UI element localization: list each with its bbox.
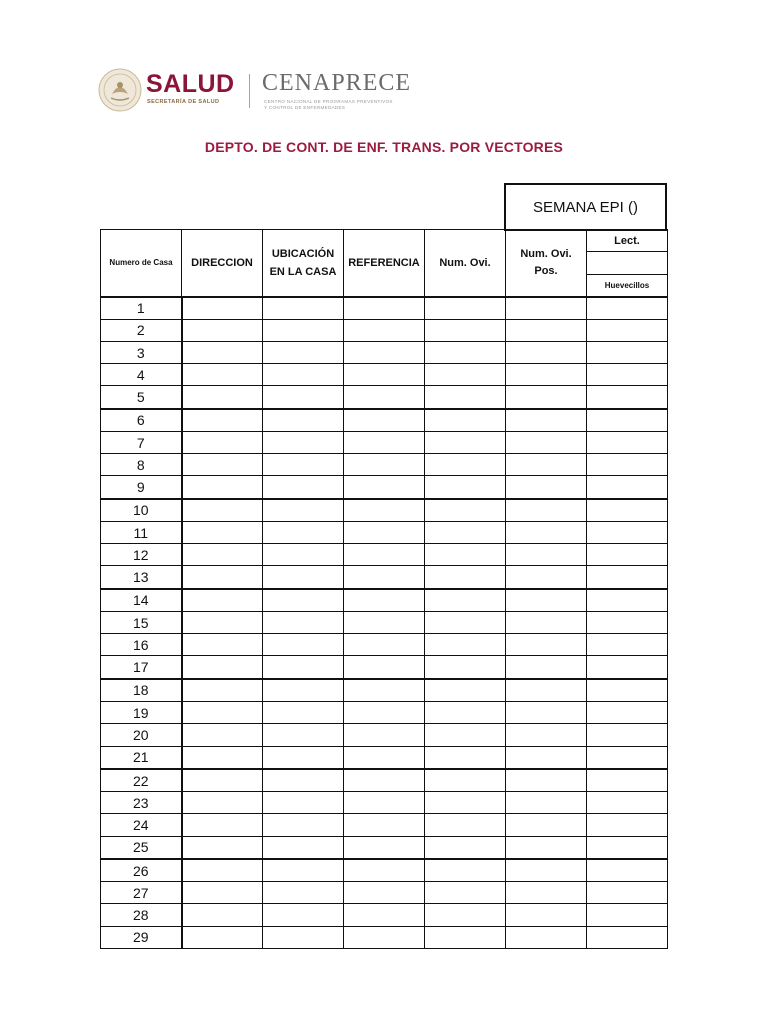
- table-row: [101, 544, 668, 566]
- huevecillos-cell[interactable]: [587, 364, 668, 386]
- table-row: [101, 656, 668, 679]
- num-ovi-pos-cell[interactable]: [506, 792, 587, 814]
- ubicacion-cell[interactable]: [263, 454, 344, 476]
- num-ovi-pos-cell[interactable]: [506, 454, 587, 476]
- table-row: [101, 746, 668, 769]
- table-row: [101, 814, 668, 836]
- table-row: [101, 612, 668, 634]
- table-row: [101, 386, 668, 409]
- huevecillos-cell[interactable]: [587, 409, 668, 432]
- num-ovi-cell[interactable]: [425, 634, 506, 656]
- num-ovi-pos-cell[interactable]: [506, 612, 587, 634]
- row-number: 24: [101, 814, 182, 836]
- row-number: 21: [101, 746, 182, 769]
- referencia-cell[interactable]: [344, 612, 425, 634]
- huevecillos-cell[interactable]: [587, 544, 668, 566]
- referencia-cell[interactable]: [344, 566, 425, 589]
- num-ovi-pos-cell[interactable]: [506, 859, 587, 882]
- huevecillos-cell[interactable]: [587, 297, 668, 320]
- row-number: 26: [101, 859, 182, 882]
- num-ovi-pos-cell[interactable]: [506, 679, 587, 702]
- huevecillos-cell[interactable]: [587, 319, 668, 341]
- row-number: 15: [101, 612, 182, 634]
- table-row: [101, 342, 668, 364]
- direccion-cell[interactable]: [182, 904, 263, 926]
- num-ovi-cell[interactable]: [425, 432, 506, 454]
- num-ovi-pos-cell[interactable]: [506, 724, 587, 746]
- num-ovi-cell[interactable]: [425, 746, 506, 769]
- ubicacion-cell[interactable]: [263, 364, 344, 386]
- huevecillos-cell[interactable]: [587, 454, 668, 476]
- table-row: [101, 702, 668, 724]
- table-row: [101, 297, 668, 320]
- header-numero-casa: Numero de Casa: [101, 230, 182, 297]
- num-ovi-cell[interactable]: [425, 656, 506, 679]
- row-number: 16: [101, 634, 182, 656]
- mexico-seal-icon: [98, 68, 142, 112]
- referencia-cell[interactable]: [344, 904, 425, 926]
- row-number: 3: [101, 342, 182, 364]
- ubicacion-cell[interactable]: [263, 612, 344, 634]
- huevecillos-cell[interactable]: [587, 702, 668, 724]
- table-row: [101, 319, 668, 341]
- row-number: 28: [101, 904, 182, 926]
- referencia-cell[interactable]: [344, 702, 425, 724]
- huevecillos-cell[interactable]: [587, 882, 668, 904]
- direccion-cell[interactable]: [182, 702, 263, 724]
- direccion-cell[interactable]: [182, 612, 263, 634]
- huevecillos-cell[interactable]: [587, 904, 668, 926]
- referencia-cell[interactable]: [344, 364, 425, 386]
- num-ovi-pos-cell[interactable]: [506, 702, 587, 724]
- table-row: [101, 432, 668, 454]
- direccion-cell[interactable]: [182, 454, 263, 476]
- header-num-ovi-pos: [506, 230, 587, 297]
- ubicacion-cell[interactable]: [263, 792, 344, 814]
- row-number: 6: [101, 409, 182, 432]
- ubicacion-cell[interactable]: [263, 634, 344, 656]
- num-ovi-pos-cell[interactable]: [506, 746, 587, 769]
- ubicacion-cell[interactable]: [263, 882, 344, 904]
- table-row: [101, 926, 668, 948]
- direccion-cell[interactable]: [182, 566, 263, 589]
- referencia-cell[interactable]: [344, 522, 425, 544]
- referencia-cell[interactable]: [344, 792, 425, 814]
- semana-epi-label: SEMANA EPI (): [532, 198, 639, 216]
- referencia-cell[interactable]: [344, 319, 425, 341]
- num-ovi-cell[interactable]: [425, 319, 506, 341]
- direccion-cell[interactable]: [182, 499, 263, 522]
- huevecillos-cell[interactable]: [587, 792, 668, 814]
- row-number: 8: [101, 454, 182, 476]
- num-ovi-pos-cell[interactable]: [506, 364, 587, 386]
- num-ovi-pos-cell[interactable]: [506, 297, 587, 320]
- direccion-cell[interactable]: [182, 656, 263, 679]
- table-row: [101, 792, 668, 814]
- logo-divider: [249, 74, 250, 108]
- direccion-cell[interactable]: [182, 634, 263, 656]
- lect-value-cell[interactable]: [587, 252, 668, 275]
- referencia-cell[interactable]: [344, 499, 425, 522]
- direccion-cell[interactable]: [182, 386, 263, 409]
- row-number: 12: [101, 544, 182, 566]
- referencia-cell[interactable]: [344, 634, 425, 656]
- direccion-cell[interactable]: [182, 432, 263, 454]
- row-number: 18: [101, 679, 182, 702]
- referencia-cell[interactable]: [344, 589, 425, 612]
- direccion-cell[interactable]: [182, 476, 263, 499]
- direccion-cell[interactable]: [182, 724, 263, 746]
- header-ubicacion-text: UBICACIÓN EN LA CASA: [269, 247, 337, 278]
- huevecillos-cell[interactable]: [587, 566, 668, 589]
- referencia-cell[interactable]: [344, 386, 425, 409]
- huevecillos-cell[interactable]: [587, 432, 668, 454]
- num-ovi-cell[interactable]: [425, 814, 506, 836]
- ubicacion-cell[interactable]: [263, 386, 344, 409]
- num-ovi-pos-cell[interactable]: [506, 926, 587, 948]
- num-ovi-cell[interactable]: [425, 297, 506, 320]
- num-ovi-pos-cell[interactable]: [506, 522, 587, 544]
- header-num-ovi-pos-text: Num. Ovi. Pos.: [520, 247, 572, 277]
- num-ovi-cell[interactable]: [425, 612, 506, 634]
- row-number: 1: [101, 297, 182, 320]
- table-row: [101, 882, 668, 904]
- ubicacion-cell[interactable]: [263, 476, 344, 499]
- direccion-cell[interactable]: [182, 364, 263, 386]
- cenaprece-logo-text: CENAPRECE: [262, 70, 412, 96]
- ubicacion-cell[interactable]: [263, 409, 344, 432]
- table-row: [101, 522, 668, 544]
- referencia-cell[interactable]: [344, 769, 425, 792]
- num-ovi-cell[interactable]: [425, 724, 506, 746]
- num-ovi-pos-cell[interactable]: [506, 499, 587, 522]
- huevecillos-cell[interactable]: [587, 476, 668, 499]
- cenaprece-subtitle-line1: CENTRO NACIONAL DE PROGRAMAS PREVENTIVOS: [264, 99, 393, 104]
- ubicacion-cell[interactable]: [263, 724, 344, 746]
- row-number: 13: [101, 566, 182, 589]
- huevecillos-cell[interactable]: [587, 746, 668, 769]
- table-row: [101, 364, 668, 386]
- huevecillos-cell[interactable]: [587, 769, 668, 792]
- huevecillos-cell[interactable]: [587, 814, 668, 836]
- header-logos: [98, 66, 438, 116]
- table-row: [101, 499, 668, 522]
- num-ovi-pos-cell[interactable]: [506, 544, 587, 566]
- num-ovi-cell[interactable]: [425, 476, 506, 499]
- header-referencia: REFERENCIA: [344, 230, 425, 297]
- direccion-cell[interactable]: [182, 297, 263, 320]
- num-ovi-pos-cell[interactable]: [506, 476, 587, 499]
- num-ovi-cell[interactable]: [425, 522, 506, 544]
- num-ovi-cell[interactable]: [425, 566, 506, 589]
- direccion-cell[interactable]: [182, 926, 263, 948]
- row-number: 7: [101, 432, 182, 454]
- table-row: [101, 904, 668, 926]
- department-title: DEPTO. DE CONT. DE ENF. TRANS. POR VECTORES: [204, 139, 564, 155]
- ubicacion-cell[interactable]: [263, 836, 344, 859]
- direccion-cell[interactable]: [182, 679, 263, 702]
- direccion-cell[interactable]: [182, 792, 263, 814]
- row-number: 29: [101, 926, 182, 948]
- row-number: 22: [101, 769, 182, 792]
- num-ovi-pos-cell[interactable]: [506, 589, 587, 612]
- ubicacion-cell[interactable]: [263, 297, 344, 320]
- num-ovi-cell[interactable]: [425, 409, 506, 432]
- referencia-cell[interactable]: [344, 746, 425, 769]
- table-row: [101, 769, 668, 792]
- row-number: 4: [101, 364, 182, 386]
- huevecillos-cell[interactable]: [587, 589, 668, 612]
- huevecillos-cell[interactable]: [587, 859, 668, 882]
- cenaprece-subtitle-line2: Y CONTROL DE ENFERMEDADES: [264, 105, 346, 110]
- row-number: 17: [101, 656, 182, 679]
- referencia-cell[interactable]: [344, 656, 425, 679]
- num-ovi-pos-cell[interactable]: [506, 904, 587, 926]
- num-ovi-pos-cell[interactable]: [506, 386, 587, 409]
- referencia-cell[interactable]: [344, 544, 425, 566]
- row-number: 11: [101, 522, 182, 544]
- direccion-cell[interactable]: [182, 589, 263, 612]
- ubicacion-cell[interactable]: [263, 769, 344, 792]
- direccion-cell[interactable]: [182, 522, 263, 544]
- referencia-cell[interactable]: [344, 297, 425, 320]
- ubicacion-cell[interactable]: [263, 522, 344, 544]
- huevecillos-cell[interactable]: [587, 679, 668, 702]
- num-ovi-cell[interactable]: [425, 792, 506, 814]
- ubicacion-cell[interactable]: [263, 342, 344, 364]
- referencia-cell[interactable]: [344, 724, 425, 746]
- row-number: 25: [101, 836, 182, 859]
- table-body: [101, 297, 668, 949]
- row-number: 19: [101, 702, 182, 724]
- table-row: [101, 634, 668, 656]
- row-number: 14: [101, 589, 182, 612]
- num-ovi-cell[interactable]: [425, 342, 506, 364]
- direccion-cell[interactable]: [182, 409, 263, 432]
- huevecillos-cell[interactable]: [587, 386, 668, 409]
- table-row: [101, 679, 668, 702]
- num-ovi-cell[interactable]: [425, 836, 506, 859]
- num-ovi-pos-cell[interactable]: [506, 656, 587, 679]
- referencia-cell[interactable]: [344, 859, 425, 882]
- num-ovi-cell[interactable]: [425, 364, 506, 386]
- num-ovi-pos-cell[interactable]: [506, 566, 587, 589]
- num-ovi-pos-cell[interactable]: [506, 409, 587, 432]
- direccion-cell[interactable]: [182, 746, 263, 769]
- num-ovi-pos-cell[interactable]: [506, 814, 587, 836]
- referencia-cell[interactable]: [344, 454, 425, 476]
- num-ovi-pos-cell[interactable]: [506, 836, 587, 859]
- referencia-cell[interactable]: [344, 836, 425, 859]
- ubicacion-cell[interactable]: [263, 656, 344, 679]
- num-ovi-cell[interactable]: [425, 769, 506, 792]
- num-ovi-cell[interactable]: [425, 589, 506, 612]
- num-ovi-cell[interactable]: [425, 926, 506, 948]
- num-ovi-pos-cell[interactable]: [506, 432, 587, 454]
- header-huevecillos: Huevecillos: [587, 275, 668, 297]
- direccion-cell[interactable]: [182, 544, 263, 566]
- huevecillos-cell[interactable]: [587, 612, 668, 634]
- table-row: [101, 859, 668, 882]
- huevecillos-cell[interactable]: [587, 522, 668, 544]
- referencia-cell[interactable]: [344, 882, 425, 904]
- header-num-ovi: Num. Ovi.: [425, 230, 506, 297]
- num-ovi-pos-cell[interactable]: [506, 769, 587, 792]
- row-number: 5: [101, 386, 182, 409]
- ubicacion-cell[interactable]: [263, 859, 344, 882]
- ubicacion-cell[interactable]: [263, 566, 344, 589]
- num-ovi-pos-cell[interactable]: [506, 882, 587, 904]
- direccion-cell[interactable]: [182, 769, 263, 792]
- num-ovi-cell[interactable]: [425, 679, 506, 702]
- referencia-cell[interactable]: [344, 432, 425, 454]
- ubicacion-cell[interactable]: [263, 589, 344, 612]
- header-lect: Lect.: [587, 230, 668, 252]
- num-ovi-cell[interactable]: [425, 702, 506, 724]
- referencia-cell[interactable]: [344, 926, 425, 948]
- direccion-cell[interactable]: [182, 859, 263, 882]
- header-ubicacion: [263, 230, 344, 297]
- huevecillos-cell[interactable]: [587, 634, 668, 656]
- huevecillos-cell[interactable]: [587, 836, 668, 859]
- ubicacion-cell[interactable]: [263, 702, 344, 724]
- table-row: [101, 409, 668, 432]
- ubicacion-cell[interactable]: [263, 746, 344, 769]
- direccion-cell[interactable]: [182, 882, 263, 904]
- table-row: [101, 724, 668, 746]
- huevecillos-cell[interactable]: [587, 724, 668, 746]
- huevecillos-cell[interactable]: [587, 656, 668, 679]
- row-number: 10: [101, 499, 182, 522]
- row-number: 2: [101, 319, 182, 341]
- ovitrap-form-table: [100, 229, 668, 949]
- ubicacion-cell[interactable]: [263, 319, 344, 341]
- ubicacion-cell[interactable]: [263, 904, 344, 926]
- table-row: [101, 589, 668, 612]
- referencia-cell[interactable]: [344, 476, 425, 499]
- huevecillos-cell[interactable]: [587, 342, 668, 364]
- row-number: 20: [101, 724, 182, 746]
- table-row: [101, 566, 668, 589]
- num-ovi-cell[interactable]: [425, 882, 506, 904]
- table-row: [101, 454, 668, 476]
- row-number: 23: [101, 792, 182, 814]
- ubicacion-cell[interactable]: [263, 814, 344, 836]
- num-ovi-pos-cell[interactable]: [506, 634, 587, 656]
- row-number: 9: [101, 476, 182, 499]
- num-ovi-cell[interactable]: [425, 859, 506, 882]
- direccion-cell[interactable]: [182, 319, 263, 341]
- num-ovi-pos-cell[interactable]: [506, 342, 587, 364]
- ubicacion-cell[interactable]: [263, 926, 344, 948]
- header-direccion: DIRECCION: [182, 230, 263, 297]
- num-ovi-cell[interactable]: [425, 499, 506, 522]
- direccion-cell[interactable]: [182, 342, 263, 364]
- row-number: 27: [101, 882, 182, 904]
- ubicacion-cell[interactable]: [263, 544, 344, 566]
- num-ovi-cell[interactable]: [425, 386, 506, 409]
- num-ovi-cell[interactable]: [425, 544, 506, 566]
- num-ovi-pos-cell[interactable]: [506, 319, 587, 341]
- num-ovi-cell[interactable]: [425, 454, 506, 476]
- direccion-cell[interactable]: [182, 836, 263, 859]
- huevecillos-cell[interactable]: [587, 926, 668, 948]
- huevecillos-cell[interactable]: [587, 499, 668, 522]
- ubicacion-cell[interactable]: [263, 432, 344, 454]
- num-ovi-cell[interactable]: [425, 904, 506, 926]
- semana-epi-box: [504, 183, 667, 231]
- direccion-cell[interactable]: [182, 814, 263, 836]
- referencia-cell[interactable]: [344, 342, 425, 364]
- referencia-cell[interactable]: [344, 814, 425, 836]
- table-row: [101, 836, 668, 859]
- salud-subtitle: SECRETARÍA DE SALUD: [147, 99, 220, 105]
- referencia-cell[interactable]: [344, 679, 425, 702]
- salud-logo-text: SALUD: [146, 70, 235, 98]
- referencia-cell[interactable]: [344, 409, 425, 432]
- table-row: [101, 476, 668, 499]
- ubicacion-cell[interactable]: [263, 679, 344, 702]
- ubicacion-cell[interactable]: [263, 499, 344, 522]
